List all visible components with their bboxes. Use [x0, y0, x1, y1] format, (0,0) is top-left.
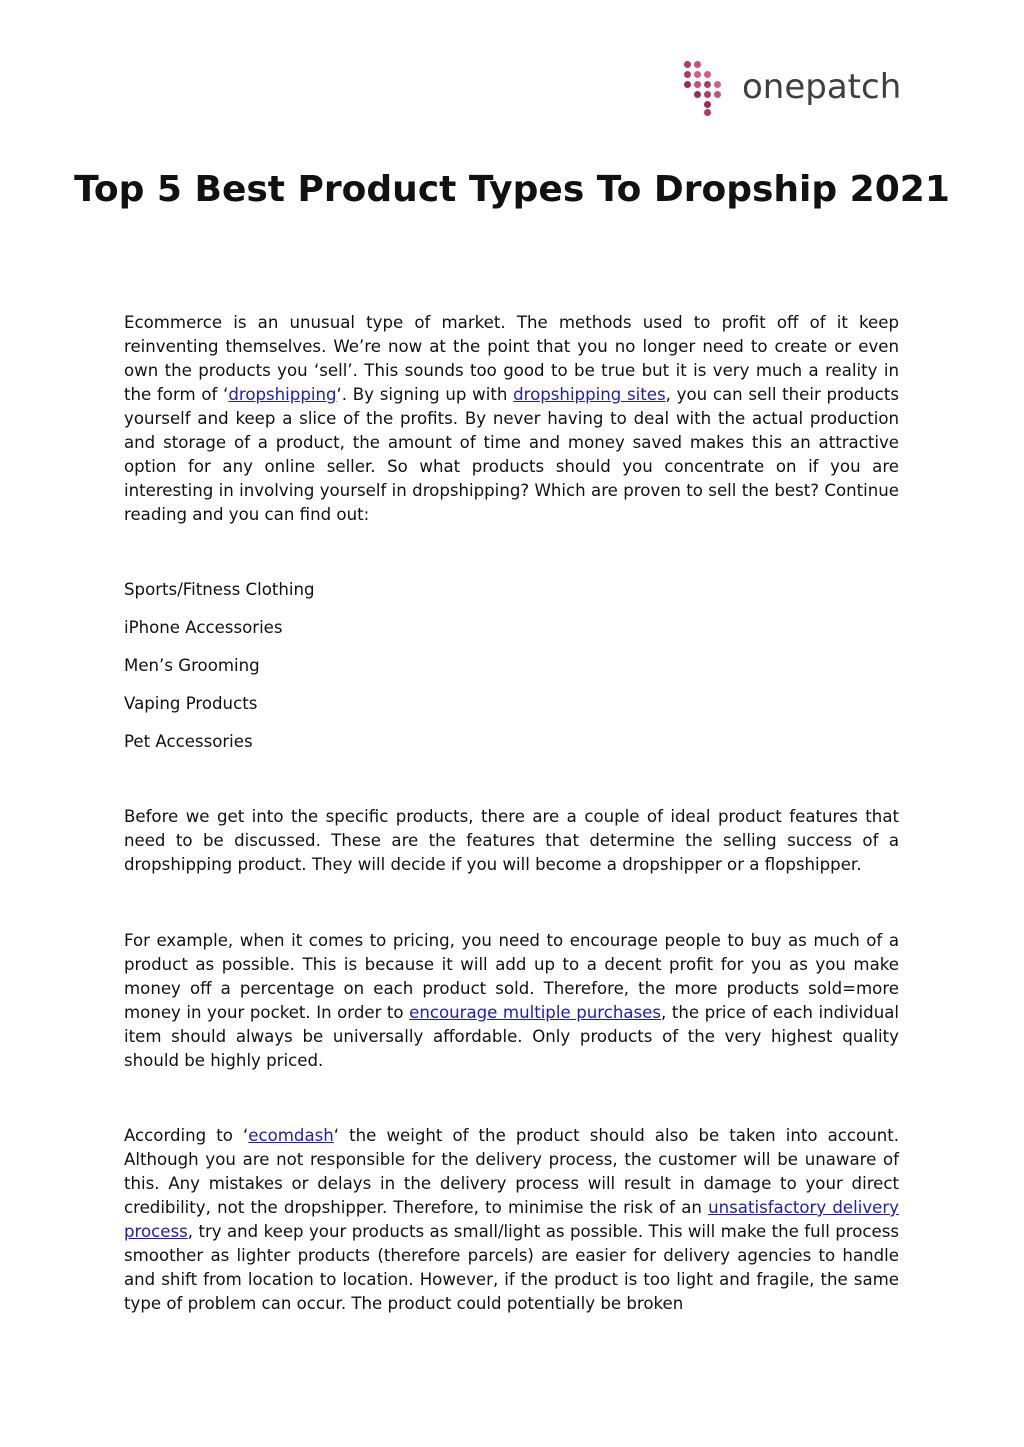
pricing-paragraph: [124, 929, 899, 1073]
weight-text-3: , try and keep your products as small/light as possible. This will make the full process smoother as lighter products (therefore parcels) are easier for delivery agencies to handle and shift from location to location. However, if the product is too light and fragile, the same type of problem can occur. The product could potentially be broken: [124, 1222, 899, 1313]
ecomdash-link[interactable]: ecomdash: [248, 1126, 334, 1145]
logo-wordmark: onepatch: [742, 67, 902, 107]
weight-text-2: ‘ the weight of the product should also be taken into account. Although you are not responsible for the delivery process, the customer will be unaware of this. Any mistakes or delays in the delivery process will result in damage to your direct credibility, not the dropshipper. Therefore, to minimise the risk of an: [124, 1126, 900, 1217]
intro-text-1: Ecommerce is an unusual type of market. The methods used to profit off of it keep reinventing themselves. We’re now at the point that you no longer need to create or even own the products you ‘sell’. This sounds too good to be true but it is very much a reality in the form of ‘: [124, 313, 899, 404]
encourage-multiple-purchases-link[interactable]: encourage multiple purchases: [409, 1003, 662, 1022]
weight-text-1: According to ‘: [124, 1126, 249, 1145]
list-item: Sports/Fitness Clothing: [124, 580, 315, 599]
features-paragraph: Before we get into the specific products, there are a couple of ideal product features that need to be discussed. These are the features that determine the selling success of a dropshipping product. They will decide if you will become a dropshipper or a flopshipper.: [124, 807, 899, 874]
intro-text-3: , you can sell their products yourself and keep a slice of the profits. By never having to deal with the actual production and storage of a product, the amount of time and money saved makes this an attractive option for any online seller. So what products should you concentrate on if you are interesting in involving yourself in dropshipping? Which are proven to sell the best? Continue reading and you can find out:: [124, 385, 899, 524]
list-item: Vaping Products: [124, 694, 258, 713]
intro-text-2: ‘. By signing up with: [336, 385, 514, 404]
intro-paragraph: [124, 311, 899, 527]
list-item: Pet Accessories: [124, 732, 253, 751]
unsatisfactory-delivery-link[interactable]: unsatisfactory delivery process: [124, 1198, 899, 1241]
pricing-text-2: , the price of each individual item should always be universally affordable. Only products of the very highest quality should be highly priced.: [124, 1003, 899, 1070]
onepatch-logo: [684, 58, 901, 116]
list-item: Men’s Grooming: [124, 656, 260, 675]
page-title: Top 5 Best Product Types To Dropship 2021: [74, 169, 950, 210]
logo-dots-icon: [684, 58, 740, 116]
dropshipping-link[interactable]: dropshipping: [228, 385, 337, 404]
dropshipping-sites-link[interactable]: dropshipping sites: [513, 385, 666, 404]
weight-paragraph: [124, 1124, 899, 1316]
pricing-text-1: For example, when it comes to pricing, you need to encourage people to buy as much of a product as possible. This is because it will add up to a decent profit for you as you make money off a percentage on each product sold. Therefore, the more products sold=more money in your pocket. In order to: [124, 931, 899, 1022]
list-item: iPhone Accessories: [124, 618, 283, 637]
